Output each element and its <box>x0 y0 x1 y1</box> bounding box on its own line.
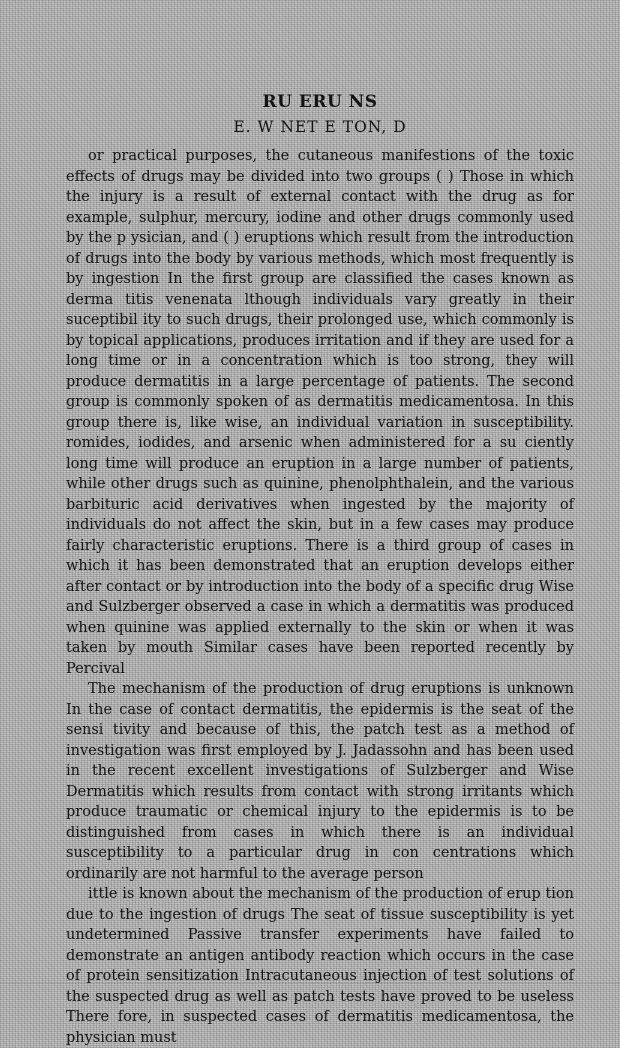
author-line: E. W NET E TON, D <box>233 118 407 136</box>
document-page <box>66 92 574 1048</box>
paragraph-2: The mechanism of the production of drug eruptions is unknown In the case of contact dermatitis, the epidermis is the seat of the sensi tivity and because of this, the patch test as a method of investigation was first employed by J. Jadassohn and has been used in the recent excellent investigations of Sulzberger and Wise Dermatitis which results from contact with strong irritants which produce traumatic or chemical injury to the epidermis is to be distinguished from cases in which there is an individual susceptibility to a particular drug in con centrations which ordinarily are not harmful to the average person <box>66 681 574 882</box>
paragraph-3: ittle is known about the mechanism of the production of erup tion due to the ingestion of drugs The seat of tissue susceptibility is yet undetermined Passive transfer experiments have failed to demonstrate an antigen antibody reaction which occurs in the case of protein sensitization Intracutaneous injection of test solutions of the suspected drug as well as patch tests have proved to be useless There fore, in suspected cases of dermatitis medicamentosa, the physician must <box>66 886 574 1046</box>
paragraph-1: or practical purposes, the cutaneous manifestions of the toxic effects of drugs may be divided into two groups ( ) Those in which the injury is a result of external contact with the drug as for example, sulphur, mercury, iodine and other drugs commonly used by the p ysician, and ( ) eruptions which result from the introduction of drugs into the body by various methods, which most frequently is by ingestion In the first group are classified the cases known as derma titis venenata lthough individuals vary greatly in their suceptibil ity to such drugs, their prolonged use, which commonly is by topical applications, produces irritation and if they are used for a long time or in a concentration which is too strong, they will produce dermatitis in a large percentage of patients. The second group is commonly spoken of as dermatitis medicamentosa. In this group there is, like wise, an individual variation in susceptibility. romides, iodides, and arsenic when administered for a su ciently long time will produce an eruption in a large number of patients, while other drugs such as quinine, phenolphthalein, and the various barbituric acid derivatives when ingested by the majority of individuals do not affect the skin, but in a few cases may produce fairly characteristic eruptions. There is a third group of cases in which it has been demonstrated that an eruption develops either after contact or by introduction into the body of a specific drug Wise and Sulzberger observed a case in which a dermatitis was produced when quinine was applied externally to the skin or when it was taken by mouth Similar cases have been reported recently by Percival <box>66 148 574 677</box>
article-title: RU ERU NS <box>262 92 378 112</box>
